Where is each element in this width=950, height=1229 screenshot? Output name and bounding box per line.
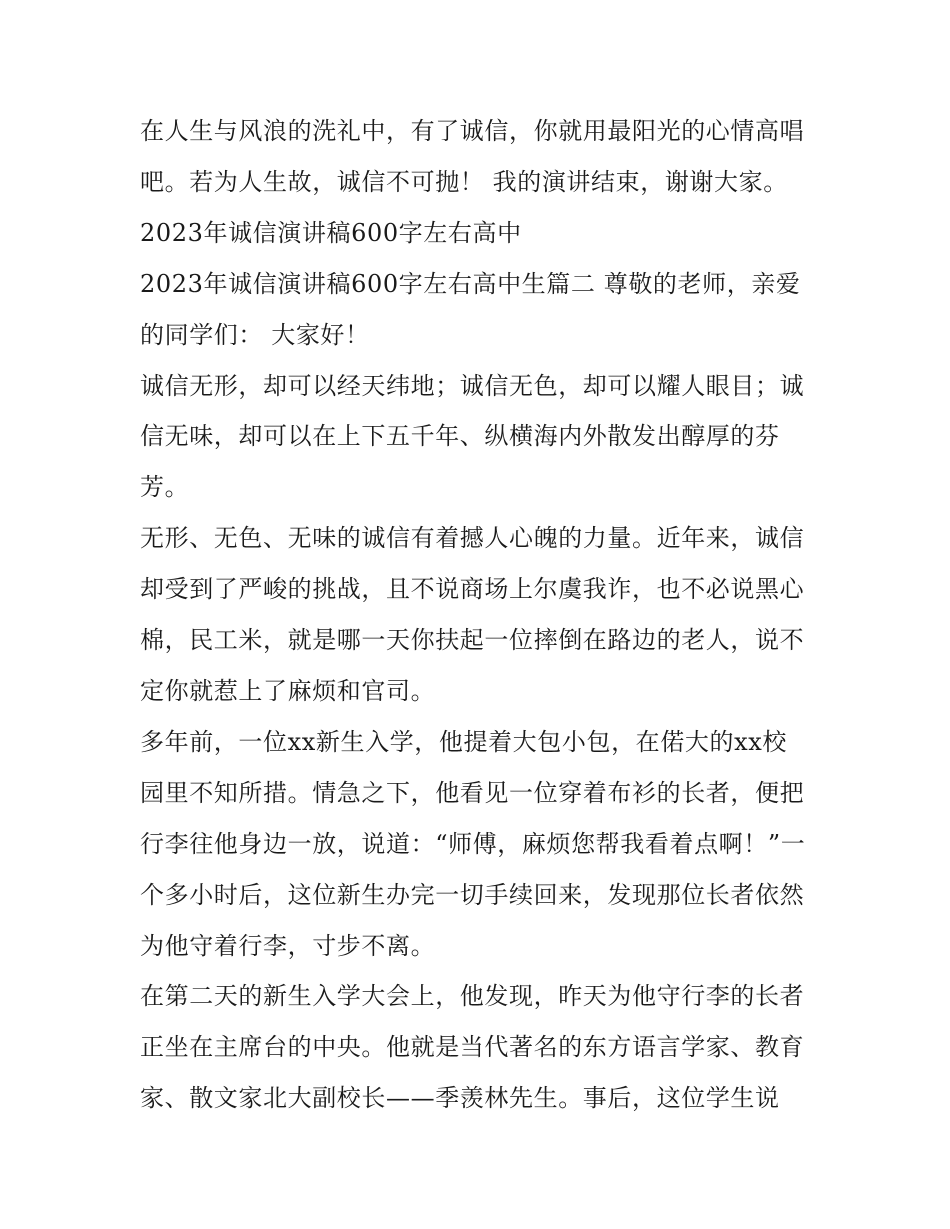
text-line: 在第二天的新生入学大会上，他发现，昨天为他守行李的长者: [140, 982, 805, 1011]
text-line: 为他守着行李，寸步不离。: [140, 931, 436, 960]
text-line: 多年前，一位xx新生入学，他提着大包小包，在偌大的xx校: [140, 727, 787, 756]
text-line: 个多小时后，这位新生办完一切手续回来，发现那位长者依然: [140, 880, 805, 909]
text-line: 吧。若为人生故，诚信不可抛！ 我的演讲结束，谢谢大家。: [140, 167, 788, 196]
text-line: 在人生与风浪的洗礼中，有了诚信，你就用最阳光的心情高唱: [140, 117, 805, 145]
text-line: 定你就惹上了麻烦和官司。: [140, 676, 436, 705]
text-line: 正坐在主席台的中央。他就是当代著名的东方语言学家、教育: [140, 1033, 805, 1062]
text-line: 的同学们： 大家好！: [140, 320, 370, 349]
text-line: 2023年诚信演讲稿600字左右高中: [140, 218, 522, 247]
text-line: 家、散文家北大副校长——季羡林先生。事后，这位学生说: [140, 1084, 780, 1113]
text-line: 园里不知所措。情急之下，他看见一位穿着布衫的长者，便把: [140, 778, 805, 807]
text-line: 芳。: [140, 473, 190, 502]
text-line: 却受到了严峻的挑战，且不说商场上尔虞我诈，也不必说黑心: [140, 575, 805, 604]
text-line: 2023年诚信演讲稿600字左右高中生篇二 尊敬的老师，亲爱: [140, 269, 801, 298]
text-line: 信无味，却可以在上下五千年、纵横海内外散发出醇厚的芬: [140, 422, 780, 451]
text-line: 无形、无色、无味的诚信有着撼人心魄的力量。近年来，诚信: [140, 524, 805, 553]
text-line: 棉，民工米，就是哪一天你扶起一位摔倒在路边的老人，说不: [140, 626, 805, 655]
document-body: [140, 106, 820, 1124]
text-line: 诚信无形，却可以经天纬地；诚信无色，却可以耀人眼目；诚: [140, 371, 805, 400]
text-line: 行李往他身边一放，说道：“师傅，麻烦您帮我看着点啊！”一: [140, 829, 806, 858]
